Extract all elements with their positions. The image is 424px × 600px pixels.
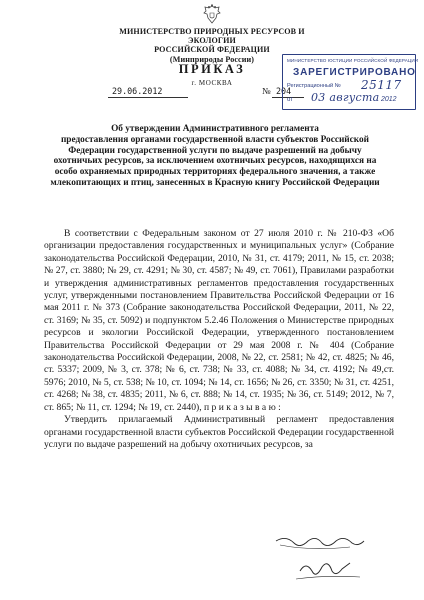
ministry-abbreviation: (Минприроды России) xyxy=(169,54,255,64)
stamp-date-value: 03 августа xyxy=(311,91,380,104)
document-title xyxy=(50,124,380,189)
title-line: млекопитающих и птиц, занесенных в Красную книгу Российской Федерации xyxy=(50,177,380,188)
handwritten-signature xyxy=(270,527,390,599)
stamp-registration-label: Регистрационный № xyxy=(287,83,341,89)
title-line: охотничьих ресурсов, за исключением охотничьих ресурсов, находящихся на xyxy=(53,156,377,167)
registration-stamp xyxy=(282,54,419,110)
title-line: особо охраняемых природных территориях федерального значения, а также xyxy=(54,167,376,178)
stamp-year: 2012 xyxy=(381,96,397,103)
document-date: 29.06.2012 xyxy=(112,86,163,96)
body-paragraph-order: Утвердить прилагаемый Административный регламент предоставления органами государственной власти субъектов Российской Федерации государственной услуги по выдаче разрешений на добычу охотничьих ресурсов, за xyxy=(44,414,394,450)
document-type-title: ПРИКАЗ xyxy=(178,62,246,76)
title-line: предоставления органами государственной власти субъектов Российской xyxy=(60,134,370,145)
number-sign: № xyxy=(262,86,271,96)
ministry-name-line1: МИНИСТЕРСТВО ПРИРОДНЫХ РЕСУРСОВ И ЭКОЛОГИИ xyxy=(119,27,305,46)
date-underline xyxy=(108,97,188,98)
ministry-name-line2: РОССИЙСКОЙ ФЕДЕРАЦИИ xyxy=(154,45,270,55)
coat-of-arms-icon xyxy=(200,3,224,27)
title-line: Федерации государственной услуги по выдаче разрешений на добычу xyxy=(68,145,362,156)
document-body xyxy=(44,228,394,451)
stamp-date-label: от xyxy=(287,97,293,103)
title-line: Об утверждении Административного регламента xyxy=(111,124,319,134)
document-city: г. МОСКВА xyxy=(191,79,233,87)
document-number: 204 xyxy=(276,86,292,96)
stamp-registration-number: 25117 xyxy=(361,78,402,92)
stamp-title: ЗАРЕГИСТРИРОВАНО xyxy=(293,67,416,78)
stamp-authority: МИНИСТЕРСТВО ЮСТИЦИИ РОССИЙСКОЙ ФЕДЕРАЦИИ xyxy=(287,58,419,63)
body-paragraph-basis: В соответствии с Федеральным законом от 27 июля 2010 г. № 210-ФЗ «Об организации предоставления государственных и муниципальных услуг» (Собрание законодательства Российской Федерации, 2010, № 31, ст. 4179; 2011, № 15, ст. 2038; № 27, ст. 3880; № 29, ст. 4291; № 30, ст. 4587; № 49, ст. 7061), Правилами разработки и утверждения административных регламентов предоставления государственных услуг, утвержденными постановлением Правительства Российской Федерации от 16 мая 2011 г. № 373 (Собрание законодательства Российской Федерации, 2011, № 22, ст. 3169; № 35, ст. 5092) и подпунктом 5.2.46 Положения о Министерстве природных ресурсов и экологии Российской Федерации, утвержденного постановлением Правительства Российской Федерации от 29 мая 2008 г. № 404 (Собрание законодательства Российской Федерации, 2008, № 22, ст. 2581; № 42, ст. 4825; № 46, ст. 5337; 2009, № 3, ст. 378; № 6, ст. 738; № 33, ст. 4088; № 34, ст. 4192; № 49,ст. 5976; 2010, № 5, ст. 538; № 10, ст. 1094; № 14, ст. 1656; № 26, ст. 3350; № 31, ст. 4251, ст. 4268; № 38, ст. 4835; 2011, № 6, ст. 888; № 14, ст. 1935; № 36, ст. 5149; 2012, № 7, ст. 865; № 11, ст. 1294; № 19, ст. 2440), п р и к а з ы в а ю : xyxy=(44,228,394,413)
